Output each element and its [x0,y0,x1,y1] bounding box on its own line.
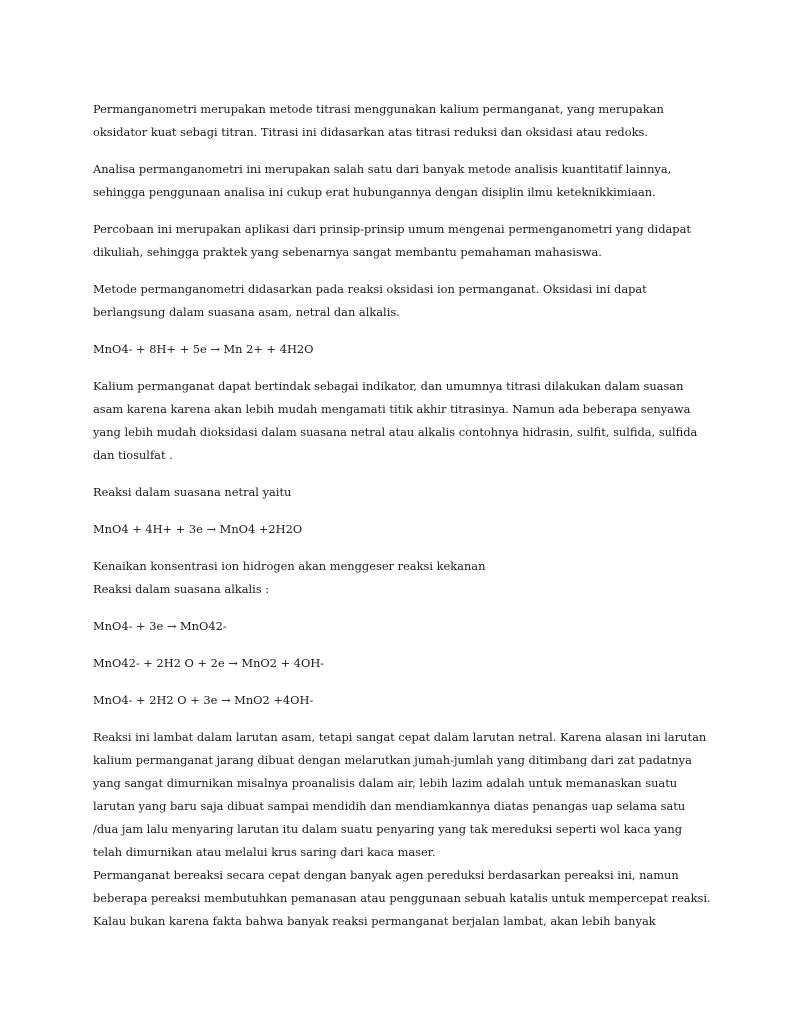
text-line: Permanganat bereaksi secara cepat dengan banyak agen pereduksi berdasarkan pereaksi ini, namun [93,868,679,882]
text-line: beberapa pereaksi membutuhkan pemanasan atau penggunaan sebuah katalis untuk mempercepat reaksi. [93,891,711,905]
text-line: sehingga penggunaan analisa ini cukup erat hubungannya dengan disiplin ilmu keteknikkimiaan. [93,185,656,199]
paragraph-metode [93,278,713,324]
text-line: Kalau bukan karena fakta bahwa banyak reaksi permanganat berjalan lambat, akan lebih banyak [93,914,656,928]
paragraph-netral-heading [93,481,713,504]
text-line: yang lebih mudah dioksidasi dalam suasana netral atau alkalis contohnya hidrasin, sulfit, sulfida, sulfida [93,425,698,439]
text-line: yang sangat dimurnikan misalnya proanalisis dalam air, lebih lazim adalah untuk memanaskan suatu [93,776,678,790]
equation-alkaline-2 [93,652,713,675]
paragraph-analisa [93,158,713,204]
paragraph-indikator [93,375,713,467]
text-line: Reaksi dalam suasana netral yaitu [93,485,292,499]
equation-acid [93,338,713,361]
paragraph-kenaikan [93,555,713,601]
text-line: Reaksi dalam suasana alkalis : [93,582,270,596]
text-line: Percobaan ini merupakan aplikasi dari prinsip-prinsip umum mengenai permenganometri yang didapat [93,222,691,236]
paragraph-percobaan [93,218,713,264]
text-line: Reaksi ini lambat dalam larutan asam, tetapi sangat cepat dalam larutan netral. Karena alasan ini larutan [93,730,707,744]
text-line: /dua jam lalu menyaring larutan itu dalam suatu penyaring yang tak mereduksi seperti wol kaca yang [93,822,683,836]
equation-line: MnO4- + 3e → MnO42- [93,619,227,633]
text-line: Permanganometri merupakan metode titrasi menggunakan kalium permanganat, yang merupakan [93,102,664,116]
equation-line: MnO4- + 8H+ + 5e → Mn 2+ + 4H2O [93,342,314,356]
paragraph-reaksi-lambat [93,726,713,933]
text-line: kalium permanganat jarang dibuat dengan melarutkan jumah-jumlah yang ditimbang dari zat padatnya [93,753,692,767]
text-line: dan tiosulfat . [93,448,173,462]
document-body [93,98,713,933]
equation-line: MnO4 + 4H+ + 3e → MnO4 +2H2O [93,522,303,536]
equation-neutral [93,518,713,541]
text-line: Metode permanganometri didasarkan pada reaksi oksidasi ion permanganat. Oksidasi ini dapat [93,282,647,296]
text-line: Analisa permanganometri ini merupakan salah satu dari banyak metode analisis kuantitatif lainnya, [93,162,672,176]
equation-line: MnO42- + 2H2 O + 2e → MnO2 + 4OH- [93,656,325,670]
text-line: berlangsung dalam suasana asam, netral dan alkalis. [93,305,400,319]
text-line: Kenaikan konsentrasi ion hidrogen akan menggeser reaksi kekanan [93,559,486,573]
equation-line: MnO4- + 2H2 O + 3e → MnO2 +4OH- [93,693,314,707]
equation-alkaline-3 [93,689,713,712]
text-line: asam karena karena akan lebih mudah mengamati titik akhir titrasinya. Namun ada beberapa senyawa [93,402,691,416]
equation-alkaline-1 [93,615,713,638]
text-line: larutan yang baru saja dibuat sampai mendidih dan mendiamkannya diatas penangas uap selama satu [93,799,686,813]
text-line: Kalium permanganat dapat bertindak sebagai indikator, dan umumnya titrasi dilakukan dalam suasan [93,379,684,393]
text-line: oksidator kuat sebagi titran. Titrasi ini didasarkan atas titrasi reduksi dan oksidasi atau redoks. [93,125,648,139]
paragraph-intro [93,98,713,144]
text-line: telah dimurnikan atau melalui krus saring dari kaca maser. [93,845,436,859]
text-line: dikuliah, sehingga praktek yang sebenarnya sangat membantu pemahaman mahasiswa. [93,245,602,259]
